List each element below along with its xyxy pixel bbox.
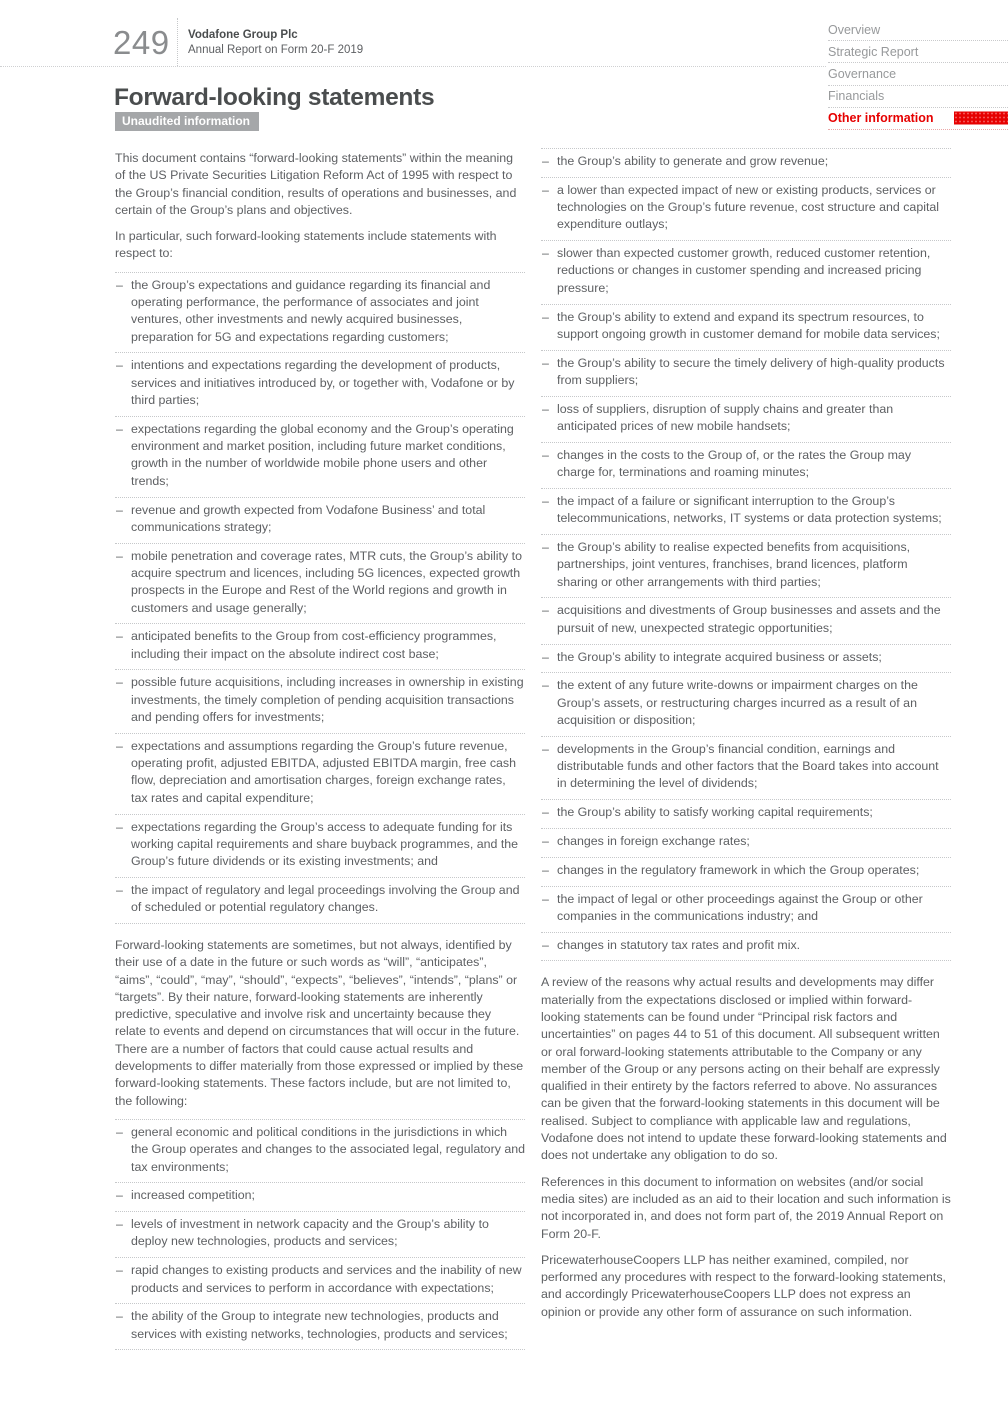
list-item: [115, 272, 525, 353]
list-item: [541, 828, 951, 857]
list-item-text: expectations regarding the global economy and the Group’s operating environment and market position, including future market conditions, growth in the number of worldwide mobile phone users and other trends;: [131, 421, 514, 488]
list-item-text: loss of suppliers, disruption of supply chains and greater than anticipated prices of new mobile handsets;: [557, 401, 894, 434]
list-item: [541, 534, 951, 597]
list-item: [541, 442, 951, 488]
dash-bullet: –: [116, 1309, 123, 1324]
header-vertical-divider: [177, 18, 178, 66]
closing-paragraph: A review of the reasons why actual results and developments may differ materially from the expectations disclosed or implied within forward-looking statements can be found under “Principal risk factors and uncertainties” on pages 44 to 51 of this document. All subsequent written or oral forward-looking statements attributable to the Company or any member of the Group or any persons acting on their behalf are expressly qualified in their entirety by the factors referred to above. No assurances can be given that the forward-looking statements in this document will be realised. Subject to compliance with applicable law and regulations, Vodafone does not intend to update these forward-looking statements and does not undertake any obligation to do so.: [541, 975, 947, 1163]
list-item: [541, 932, 951, 961]
list-item-text: changes in the costs to the Group of, or the rates the Group may charge for, terminations and roaming minutes;: [557, 447, 912, 480]
list-item: [115, 669, 525, 732]
list-item: [115, 1303, 525, 1349]
closing-paragraph: PricewaterhouseCoopers LLP has neither examined, compiled, nor performed any procedures with respect to the forward-looking statements, and accordingly PricewaterhouseCoopers LLP does not express an opinion or provide any other form of assurance on such information.: [541, 1252, 946, 1319]
list-item: [115, 877, 525, 923]
list-item-text: possible future acquisitions, including increases in ownership in existing investments, the timely completion of pending acquisition transactions and pending offers for investments;: [131, 675, 524, 725]
dash-bullet: –: [116, 738, 123, 753]
dash-bullet: –: [116, 421, 123, 436]
dash-bullet: –: [542, 805, 549, 820]
nav-item-label: Other information: [828, 111, 934, 126]
list-item-text: increased competition;: [131, 1188, 255, 1203]
nav-item-strategic-report[interactable]: [828, 41, 1008, 63]
nav-item-other-information[interactable]: [828, 108, 1008, 130]
dash-bullet: –: [542, 891, 549, 906]
nav-item-label: Overview: [828, 22, 881, 37]
list-item-text: revenue and growth expected from Vodafone Business’ and total communications strategy;: [131, 502, 486, 534]
list-item-text: acquisitions and divestments of Group businesses and assets and the pursuit of new, unexpected strategic opportunities;: [557, 603, 941, 635]
page-number: 249: [113, 24, 170, 61]
dash-bullet: –: [542, 493, 549, 508]
list-item: [115, 733, 525, 814]
list-item: [115, 814, 525, 877]
dash-bullet: –: [116, 1263, 123, 1278]
list-item-text: the Group’s ability to realise expected benefits from acquisitions, partnerships, joint ventures, franchises, brand licences, platform sharing or other arrangements with third parties;: [557, 540, 911, 589]
dash-bullet: –: [116, 1217, 123, 1232]
dash-bullet: –: [116, 882, 123, 897]
bullet-list-statements: [115, 272, 525, 924]
list-item: [115, 543, 525, 624]
section-nav: [828, 19, 1008, 130]
factors-intro-paragraph: Forward-looking statements are sometimes, but not always, identified by their use of a date in the future or such words as “will”, “anticipates”, “aims”, “could”, “may”, “should”, “expects”, “believes”, “intends”, “plans” or “targets”. By their nature, forward-looking statements are inherently predictive, speculative and involve risk and uncertainty because they relate to events and depend on circumstances that will occur in the future. There are a number of factors that could cause actual results and developments to differ materially from those expressed or implied by these forward-looking statements. These factors include, but are not limited to, the following:: [115, 937, 524, 1108]
list-item-text: slower than expected customer growth, reduced customer retention, reductions or changes in customer spending and increased pricing pressure;: [557, 246, 931, 295]
dash-bullet: –: [116, 819, 123, 834]
list-item: [541, 396, 951, 442]
dash-bullet: –: [542, 182, 549, 197]
list-item: [115, 416, 525, 497]
list-item: [115, 1119, 525, 1182]
list-item: [541, 736, 951, 799]
nav-item-label: Financials: [828, 89, 885, 104]
list-item-text: mobile penetration and coverage rates, MTR cuts, the Group’s ability to acquire spectrum and licences, including 5G licences, expected growth prospects in the Europe and Rest of the World regions and growth in customers and usage generally;: [131, 548, 522, 615]
list-item: [115, 352, 525, 415]
dash-bullet: –: [116, 548, 123, 563]
list-item-text: the Group’s ability to satisfy working capital requirements;: [557, 805, 873, 820]
list-item-text: a lower than expected impact of new or existing products, services or technologies on the Group’s future revenue, cost structure and capital expenditure outlays;: [557, 182, 940, 232]
dash-bullet: –: [542, 540, 549, 555]
list-item-text: intentions and expectations regarding the development of products, services and initiatives introduced by, or together with, Vodafone or by third parties;: [131, 358, 515, 408]
list-item: [541, 672, 951, 735]
bullet-list-factors: [115, 1119, 525, 1350]
list-item: [115, 1211, 525, 1257]
dash-bullet: –: [542, 833, 549, 848]
list-item-text: levels of investment in network capacity and the Group’s ability to deploy new technologies, products and services;: [131, 1217, 489, 1249]
list-item: [541, 799, 951, 828]
bullet-list-factors-continued: [541, 148, 951, 961]
list-item-text: developments in the Group’s financial condition, earnings and distributable funds and other factors that the Board takes into account in determining the level of dividends;: [557, 741, 939, 791]
report-title: Annual Report on Form 20-F 2019: [188, 44, 364, 56]
list-item: [541, 304, 951, 350]
list-item-text: anticipated benefits to the Group from cost-efficiency programmes, including their impact on the absolute indirect cost base;: [131, 629, 497, 661]
list-item-text: the Group’s ability to integrate acquired business or assets;: [557, 649, 882, 664]
list-item: [541, 857, 951, 886]
dash-bullet: –: [116, 358, 123, 373]
list-item: [115, 497, 525, 543]
dash-bullet: –: [542, 862, 549, 877]
nav-item-label: Governance: [828, 66, 897, 81]
dash-bullet: –: [116, 1124, 123, 1139]
intro-paragraph: In particular, such forward-looking statements include statements with respect to:: [115, 229, 497, 261]
right-column: [541, 148, 951, 1350]
list-item-text: the impact of legal or other proceedings against the Group or other companies in the communications industry; and: [557, 891, 923, 923]
list-item: [115, 623, 525, 669]
list-item-text: the Group’s ability to extend and expand its spectrum resources, to support ongoing growth in customer demand for mobile data services;: [557, 309, 940, 341]
list-item-text: expectations and assumptions regarding the Group’s future revenue, operating profit, adjusted EBITDA, adjusted EBITDA margin, free cash flow, depreciation and amortisation charges, foreign exchange rates, tax rates and capital expenditure;: [131, 738, 516, 805]
dash-bullet: –: [542, 309, 549, 324]
nav-item-label: Strategic Report: [828, 44, 919, 59]
list-item-text: changes in the regulatory framework in which the Group operates;: [557, 862, 920, 877]
dash-bullet: –: [542, 401, 549, 416]
nav-item-overview[interactable]: [828, 19, 1008, 41]
list-item: [541, 886, 951, 932]
dash-bullet: –: [542, 603, 549, 618]
dash-bullet: –: [542, 355, 549, 370]
active-section-marker: [954, 112, 1008, 125]
list-item: [115, 1182, 525, 1211]
dash-bullet: –: [542, 649, 549, 664]
list-item-text: changes in statutory tax rates and profit mix.: [557, 937, 801, 952]
list-item-text: the Group’s ability to secure the timely delivery of high-quality products from suppliers;: [557, 355, 945, 387]
dash-bullet: –: [116, 277, 123, 292]
list-item: [541, 148, 951, 177]
left-column: [115, 148, 525, 1350]
list-item: [541, 177, 951, 240]
list-item-text: the Group’s ability to generate and grow revenue;: [557, 154, 829, 168]
list-item: [541, 597, 951, 643]
list-item: [541, 350, 951, 396]
company-name: Vodafone Group Plc: [188, 29, 298, 41]
unaudited-badge: Unaudited information: [115, 112, 259, 131]
dash-bullet: –: [542, 447, 549, 462]
closing-paragraph: References in this document to information on websites (and/or social media sites) are included as an aid to their location and such information is not incorporated in, and does not form part of, the 2019 Annual Report on Form 20-F.: [541, 1174, 951, 1241]
list-item-text: the ability of the Group to integrate new technologies, products and services with existing networks, technologies, products and services;: [131, 1309, 508, 1341]
intro-paragraph: This document contains “forward-looking statements” within the meaning of the US Private Securities Litigation Reform Act of 1995 with respect to the Group’s financial condition, results of operations and businesses, and certain of the Group’s plans and objectives.: [115, 151, 517, 217]
header-divider-line: [0, 66, 826, 67]
list-item-text: general economic and political conditions in the jurisdictions in which the Group operates and changes to the associated legal, regulatory and tax environments;: [131, 1124, 526, 1174]
list-item-text: the extent of any future write-downs or impairment charges on the Group’s assets, or restructuring charges incurred as a result of an acquisition or disposition;: [557, 678, 918, 727]
dash-bullet: –: [542, 741, 549, 756]
nav-item-financials[interactable]: [828, 86, 1008, 108]
dash-bullet: –: [542, 154, 549, 168]
list-item: [115, 1257, 525, 1303]
list-item-text: changes in foreign exchange rates;: [557, 833, 750, 848]
dash-bullet: –: [116, 502, 123, 517]
list-item-text: the impact of regulatory and legal proceedings involving the Group and of scheduled or potential regulatory changes.: [131, 882, 520, 915]
dash-bullet: –: [116, 629, 123, 644]
list-item: [541, 488, 951, 534]
list-item-text: the Group’s expectations and guidance regarding its financial and operating performance, the performance of associates and joint ventures, other investments and newly acquired businesses, preparation for 5G and expectations regarding customers;: [131, 277, 491, 344]
list-item-text: rapid changes to existing products and services and the inability of new products and services to perform in accordance with expectations;: [131, 1263, 522, 1295]
header-brand-block: [188, 29, 363, 56]
dash-bullet: –: [542, 937, 549, 952]
list-item-text: expectations regarding the Group’s access to adequate funding for its working capital requirements and share buyback programmes, and the Group’s future dividends or its existing investments; and: [131, 819, 519, 869]
dash-bullet: –: [542, 678, 549, 693]
list-item: [541, 644, 951, 673]
body-columns: [115, 148, 951, 1350]
list-item-text: the impact of a failure or significant interruption to the Group’s telecommunications, networks, IT systems or data protection systems;: [557, 493, 942, 526]
dash-bullet: –: [116, 675, 123, 690]
list-item: [541, 240, 951, 303]
dash-bullet: –: [542, 246, 549, 261]
dash-bullet: –: [116, 1188, 123, 1203]
nav-item-governance[interactable]: [828, 63, 1008, 85]
page-title: Forward-looking statements: [114, 84, 435, 111]
